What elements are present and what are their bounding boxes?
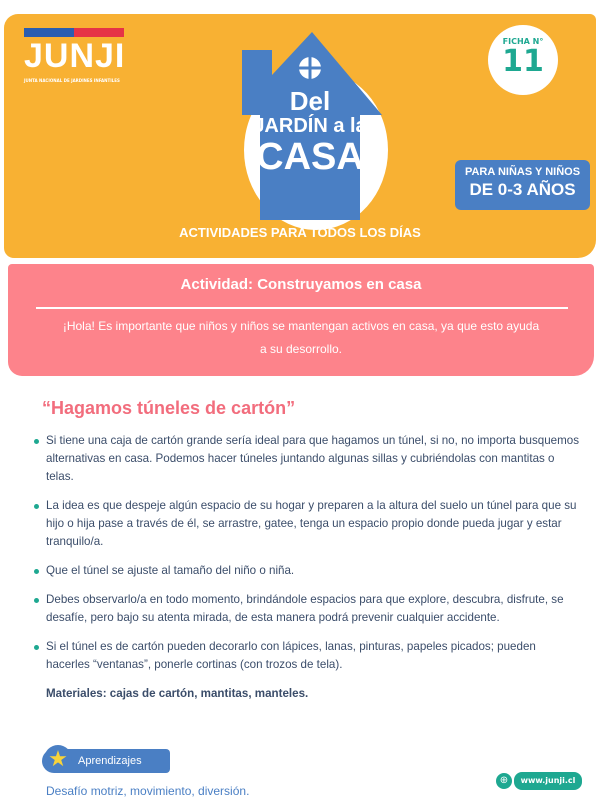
instructions-list xyxy=(34,432,579,674)
activity-intro: ¡Hola! Es importante que niños y niños se mantengan activos en casa, ya que esto ayuda a su desorrollo. xyxy=(62,319,540,356)
list-item: Debes observarlo/a en todo momento, brindándole espacios para que explore, descubra, disfrute, se desafíe, pero bajo su atenta mirada, de esta manera podrá prevenir cualquier accidente. xyxy=(34,591,579,627)
series-title xyxy=(240,88,380,176)
age-line-2: DE 0-3 AÑOS xyxy=(469,180,576,199)
ficha-sun-badge xyxy=(488,25,558,95)
learning-label: Aprendizajes xyxy=(42,749,170,773)
list-item: Si el túnel es de cartón pueden decorarlo con lápices, lanas, pinturas, papeles picados; pueden hacerles “ventanas”, ponerle cortinas (con trozos de tela). xyxy=(34,638,579,674)
ficha-label: FICHA N° xyxy=(502,37,544,46)
title-line-3: CASA xyxy=(256,136,364,178)
star-icon: ★ xyxy=(44,745,72,773)
activity-title: Actividad: Construyamos en casa xyxy=(180,276,422,293)
logo-subtitle: JUNTA NACIONAL DE JARDINES INFANTILES xyxy=(24,78,120,83)
ficha-number: 11 xyxy=(502,44,544,79)
age-badge xyxy=(455,160,590,210)
list-item: Que el túnel se ajuste al tamaño del niño o niña. xyxy=(34,562,579,580)
activity-box xyxy=(8,264,594,376)
section-title: “Hagamos túneles de cartón” xyxy=(42,398,296,418)
title-line-2: JARDÍN a la xyxy=(253,115,367,137)
age-line-1: PARA NIÑAS Y NIÑOS xyxy=(464,166,581,178)
list-item: Si tiene una caja de cartón grande sería ideal para que hagamos un túnel, si no, no importa busquemos alternativas en casa. Podemos hacer túneles juntando algunas sillas y cubriéndolas con mantitas o telas. xyxy=(34,432,579,486)
materials: Materiales: cajas de cartón, mantitas, manteles. xyxy=(46,687,309,700)
learning-badge xyxy=(34,745,579,773)
website-link[interactable]: www.junji.cl xyxy=(514,772,582,790)
main-content xyxy=(34,396,579,799)
learning-text: Desafío motriz, movimiento, diversión. xyxy=(46,784,250,798)
tagline: ACTIVIDADES PARA TODOS LOS DÍAS xyxy=(179,225,421,240)
divider xyxy=(36,307,568,309)
junji-logo: JUNJI xyxy=(24,37,126,75)
globe-icon: ⊕ xyxy=(496,773,512,789)
list-item: La idea es que despeje algún espacio de su hogar y preparen a la altura del suelo un túnel para que su hijo o hija pase a través de él, se arrastre, gatee, tenga un espacio propio donde pueda jugar y estar tranquilo/a. xyxy=(34,497,579,551)
flag-stripe xyxy=(24,28,124,37)
title-line-1: Del xyxy=(289,86,331,116)
